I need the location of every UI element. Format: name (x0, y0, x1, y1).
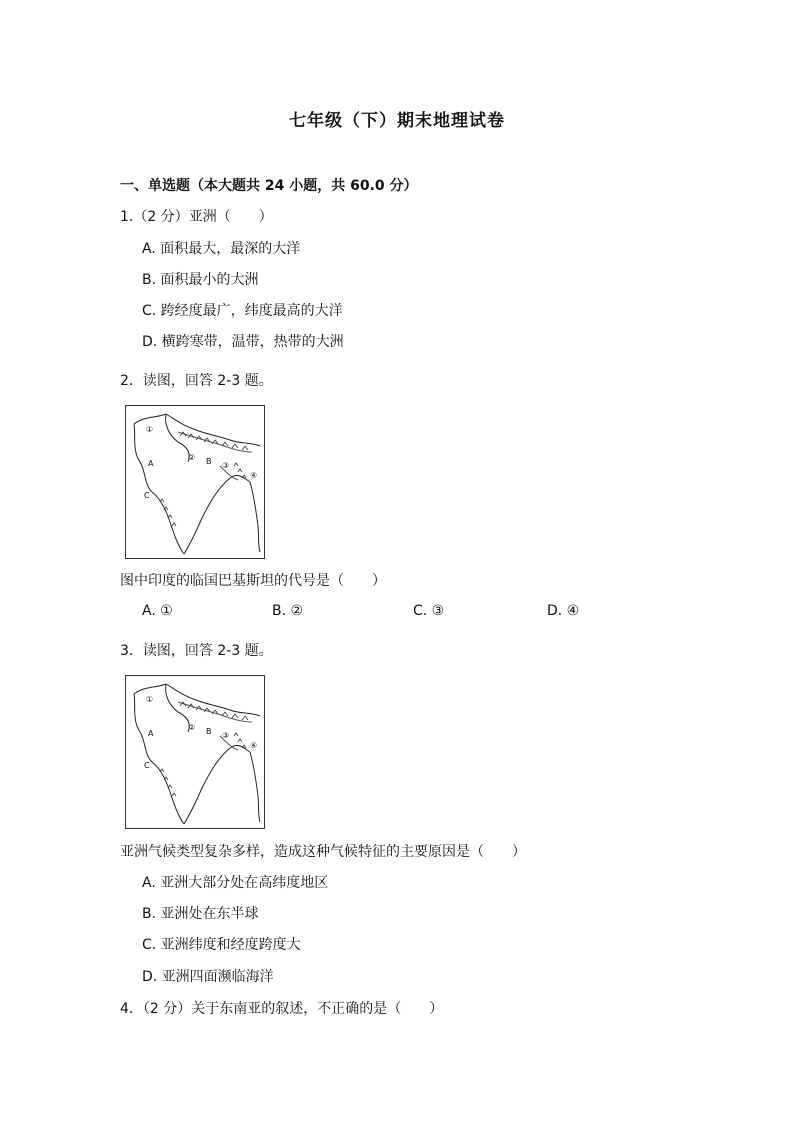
map-label-c: C (144, 491, 150, 500)
section-heading: 一、单选题（本大题共 24 小题，共 60.0 分） (120, 178, 418, 194)
question-1-option-b: B. 面积最小的大洲 (142, 272, 259, 288)
question-3-option-d: D. 亚洲四面濒临海洋 (142, 969, 274, 985)
question-2-option-b: B. ② (272, 603, 304, 619)
map-label-3: ③ (222, 461, 230, 470)
map-label-1: ① (146, 695, 154, 704)
question-3-option-b: B. 亚洲处在东半球 (142, 906, 259, 922)
south-asia-map-1 (125, 405, 265, 559)
map-label-3: ③ (222, 731, 230, 740)
question-3-option-c: C. 亚洲纬度和经度跨度大 (142, 937, 301, 953)
map-label-b: B (206, 727, 212, 736)
south-asia-map-2 (125, 675, 265, 829)
question-1-option-c: C. 跨经度最广，纬度最高的大洋 (142, 303, 343, 319)
map-label-c: C (144, 761, 150, 770)
map-label-2: ② (188, 723, 196, 732)
map-label-2: ② (188, 453, 196, 462)
question-4-stem: 4．（2 分）关于东南亚的叙述，不正确的是（ ） (120, 1001, 444, 1017)
question-1-option-a: A. 面积最大，最深的大洋 (142, 241, 301, 257)
page-title: 七年级（下）期末地理试卷 (289, 111, 505, 131)
map-drawing (126, 676, 264, 828)
question-3-option-a: A. 亚洲大部分处在高纬度地区 (142, 875, 329, 891)
map-label-a: A (148, 459, 154, 468)
map-label-1: ① (146, 425, 154, 434)
map-label-b: B (206, 457, 212, 466)
question-2-option-d: D. ④ (547, 603, 580, 619)
question-3-stem: 3．读图，回答 2-3 题。 (120, 643, 273, 659)
map-label-a: A (148, 729, 154, 738)
map-label-4: ④ (250, 471, 258, 480)
question-2-option-a: A. ① (142, 603, 173, 619)
map-drawing (126, 406, 264, 558)
question-2-option-c: C. ③ (413, 603, 445, 619)
question-1-stem: 1.（2 分）亚洲（ ） (120, 209, 273, 225)
question-3-text: 亚洲气候类型复杂多样，造成这种气候特征的主要原因是（ ） (120, 844, 526, 860)
question-2-stem: 2．读图，回答 2-3 题。 (120, 373, 273, 389)
question-1-option-d: D. 横跨寒带，温带，热带的大洲 (142, 334, 344, 350)
question-2-text: 图中印度的临国巴基斯坦的代号是（ ） (120, 573, 386, 589)
map-label-4: ④ (250, 741, 258, 750)
